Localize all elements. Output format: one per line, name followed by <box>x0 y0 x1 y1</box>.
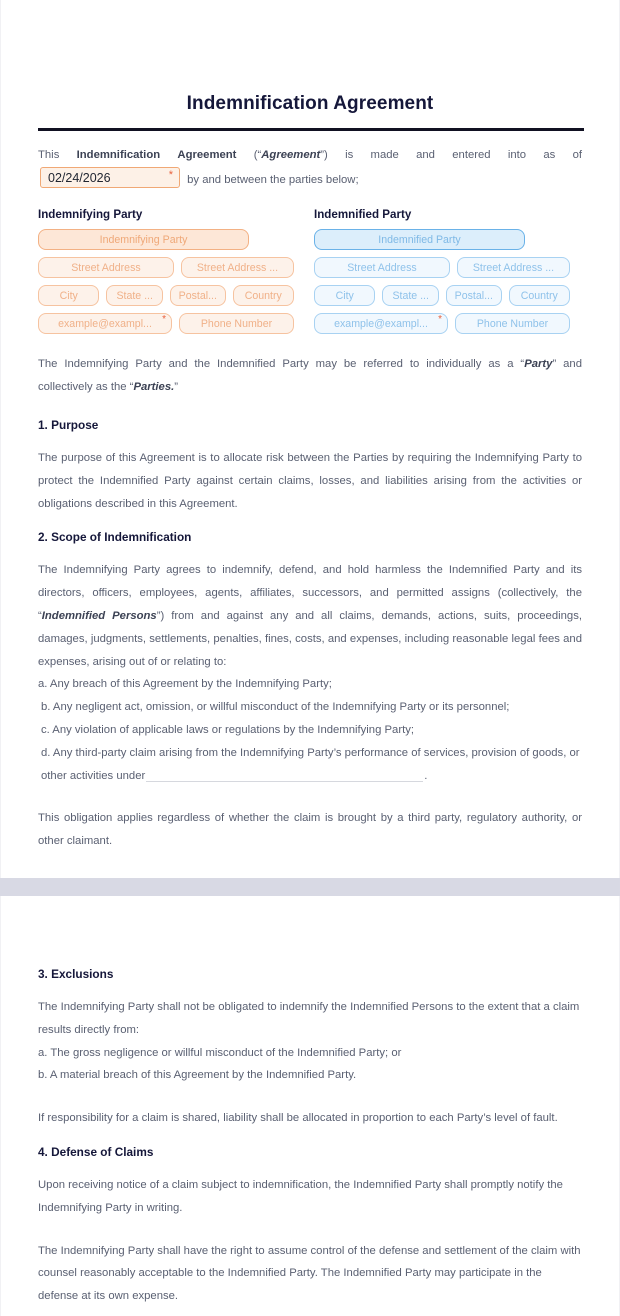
parties-note-middle: ” and collectively as the “ <box>38 358 582 394</box>
indemnifying-party-block <box>38 207 294 341</box>
indemnified-email-input[interactable] <box>314 313 448 334</box>
required-asterisk-icon: * <box>162 314 166 326</box>
list-item: a. The gross negligence or willful misconduct of the Indemnified Party; or <box>38 1046 402 1059</box>
section-heading-scope: 2. Scope of Indemnification <box>38 530 192 545</box>
list-item <box>38 742 582 788</box>
required-asterisk-icon: * <box>438 314 442 326</box>
intro-bold-agreement: Agreement <box>177 148 237 161</box>
scope-text-after: ”) from and against any and all claims, demands, actions, suits, proceedings, damages, judgments, settlements, penalties, fines, costs, and expenses, including reasonable legal fees and expenses, arising out of or relating to: <box>38 609 582 668</box>
parties-definition-paragraph <box>38 353 582 399</box>
indemnified-name-row <box>314 229 570 250</box>
section-closing-exclusions: If responsibility for a claim is shared, liability shall be allocated in proportion to each Party’s level of fault. <box>38 1112 558 1125</box>
indemnified-email-placeholder: example@exampl... <box>334 317 428 330</box>
indemnified-phone-input[interactable]: Phone Number <box>455 313 570 334</box>
section-closing-defense: The Indemnifying Party shall have the right to assume control of the defense and settlement of the claim with counsel reasonably acceptable to the Indemnified Party. The Indemnified Party may participate in the defense at its own expense. <box>38 1244 581 1303</box>
intro-paragraph <box>38 131 582 192</box>
section-body-exclusions: The Indemnifying Party shall not be obligated to indemnify the Indemnified Persons to the extent that a claim results directly from: <box>38 1001 580 1036</box>
intro-paren-open: (“ <box>253 148 262 161</box>
indemnifying-email-input[interactable] <box>38 313 172 334</box>
list-item: a. Any breach of this Agreement by the Indemnifying Party; <box>38 678 332 691</box>
section-body-purpose: The purpose of this Agreement is to allocate risk between the Parties by requiring the Indemnifying Party to protect the Indemnified Party against certain claims, losses, and liabilities arising from the activities or obligations described in this Agreement. <box>38 451 582 510</box>
indemnifying-city-input[interactable]: City <box>38 285 99 306</box>
indemnified-street1-input[interactable]: Street Address <box>314 257 450 278</box>
section-heading-exclusions: 3. Exclusions <box>38 967 114 981</box>
indemnifying-state-input[interactable]: State ... <box>106 285 163 306</box>
indemnified-party-heading: Indemnified Party <box>314 208 412 222</box>
section-heading-purpose: 1. Purpose <box>38 417 99 432</box>
indemnified-street-row <box>314 257 570 278</box>
list-item: b. A material breach of this Agreement by the Indemnified Party. <box>38 1069 357 1082</box>
section-closing-scope: This obligation applies regardless of whether the claim is brought by a third party, regulatory authority, or other claimant. <box>38 812 582 848</box>
agreement-date-input[interactable] <box>40 167 180 188</box>
indemnified-citystate-row <box>314 285 570 306</box>
intro-defined-term-agreement: Agreement <box>261 148 321 161</box>
intro-bold-indemnification: Indemnification <box>76 148 161 161</box>
section-body-scope <box>38 559 582 673</box>
section-heading-defense: 4. Defense of Claims <box>38 1144 154 1159</box>
indemnified-contact-row <box>314 313 570 334</box>
page-title: Indemnification Agreement <box>186 93 434 114</box>
defined-term-parties: Parties. <box>133 381 175 394</box>
indemnifying-contact-row <box>38 313 294 334</box>
page-break-divider <box>0 878 620 896</box>
required-asterisk-icon: * <box>168 168 173 181</box>
indemnified-name-input[interactable]: Indemnified Party <box>314 229 525 250</box>
parties-section <box>38 191 582 341</box>
indemnified-postal-input[interactable]: Postal... <box>446 285 502 306</box>
list-item-d-period: . <box>424 769 428 782</box>
indemnifying-street-row <box>38 257 294 278</box>
intro-text-part2: is made and entered into as of <box>345 148 583 161</box>
defined-term-indemnified-persons: Indemnified Persons <box>41 609 157 622</box>
intro-paren-close: ”) <box>320 148 328 161</box>
list-item-d-text: d. Any third-party claim arising from the Indemnifying Party’s performance of services, provision of goods, or other activities under <box>41 746 580 782</box>
indemnified-state-input[interactable]: State ... <box>382 285 439 306</box>
indemnified-country-input[interactable]: Country <box>509 285 570 306</box>
section-body-defense: Upon receiving notice of a claim subject to indemnification, the Indemnified Party shall promptly notify the Indemnifying Party in writing. <box>38 1178 563 1214</box>
indemnifying-street1-input[interactable]: Street Address <box>38 257 174 278</box>
list-item: b. Any negligent act, omission, or willful misconduct of the Indemnifying Party or its personnel; <box>41 701 510 714</box>
document-page-2 <box>0 896 620 1316</box>
indemnifying-party-heading: Indemnifying Party <box>38 208 143 222</box>
parties-note-before: The Indemnifying Party and the Indemnified Party may be referred to individually as a “ <box>38 358 525 371</box>
indemnified-party-block <box>314 207 570 341</box>
indemnifying-citystate-row <box>38 285 294 306</box>
intro-text-part1: This <box>38 148 60 161</box>
defined-term-party: Party <box>524 358 553 371</box>
intro-text-part3: by and between the parties below; <box>187 173 359 186</box>
parties-note-after: ” <box>174 381 179 394</box>
list-item: c. Any violation of applicable laws or regulations by the Indemnifying Party; <box>41 723 415 736</box>
indemnifying-street2-input[interactable]: Street Address ... <box>181 257 294 278</box>
indemnified-city-input[interactable]: City <box>314 285 375 306</box>
other-activities-blank-input[interactable] <box>146 766 423 782</box>
indemnifying-postal-input[interactable]: Postal... <box>170 285 226 306</box>
indemnifying-name-row <box>38 229 294 250</box>
indemnifying-email-placeholder: example@exampl... <box>58 317 152 330</box>
scope-text-before: The Indemnifying Party agrees to indemnify, defend, and hold harmless the Indemnified Party and its directors, officers, employees, agents, affiliates, successors, and permitted assigns (collectively, the “ <box>38 564 582 622</box>
indemnified-street2-input[interactable]: Street Address ... <box>457 257 570 278</box>
indemnifying-phone-input[interactable]: Phone Number <box>179 313 294 334</box>
agreement-date-value: 02/24/2026 <box>48 170 111 185</box>
indemnifying-name-input[interactable]: Indemnifying Party <box>38 229 249 250</box>
indemnifying-country-input[interactable]: Country <box>233 285 294 306</box>
